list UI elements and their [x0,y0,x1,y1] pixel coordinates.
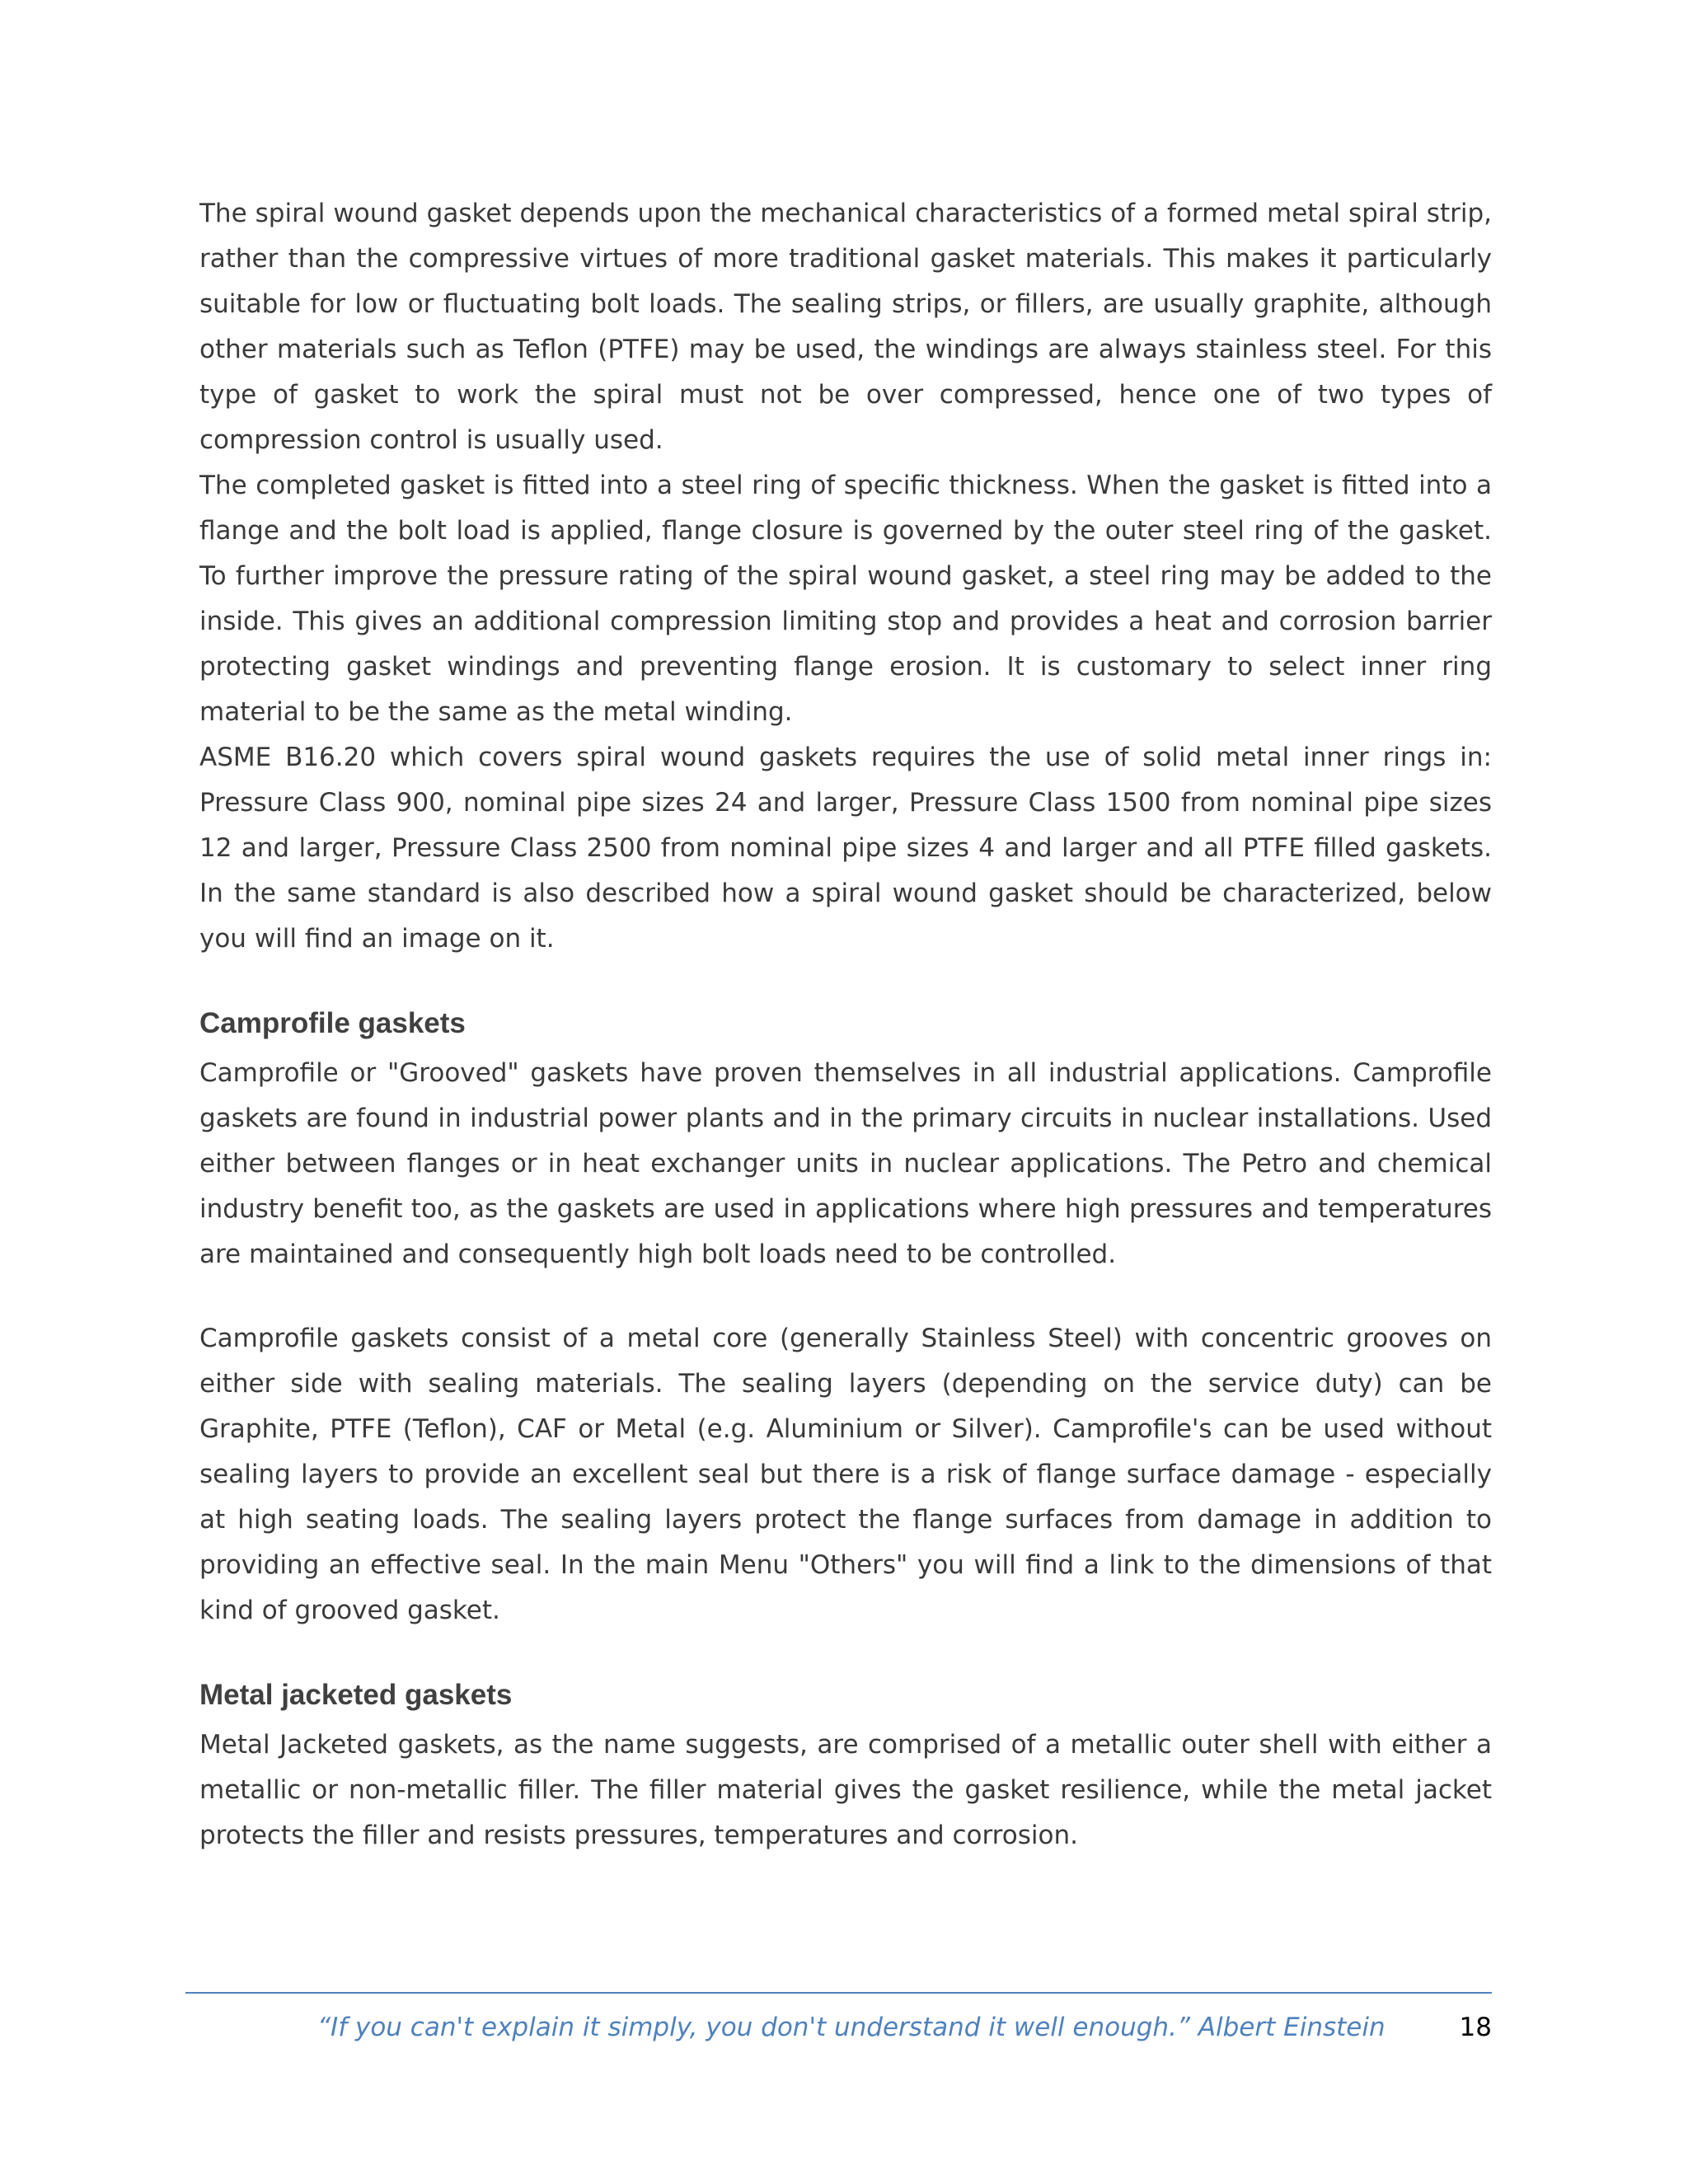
section-spacer [199,1633,1492,1675]
page-number: 18 [1459,2013,1492,2042]
footer-divider [185,1992,1492,1994]
body-paragraph: Camprofile or "Grooved" gaskets have proven themselves in all industrial applications. Camprofile gaskets are found in industrial power plants and in the primary circuits in nuclear installations. Used either between flanges or in heat exchanger units in nuclear applications. The Petro and chemical industry benefit too, as the gaskets are used in applications where high pressures and temperatures are maintained and consequently high bolt loads need to be controlled. [199,1058,1492,1269]
page-content [199,191,1492,1858]
body-paragraph: Metal Jacketed gaskets, as the name suggests, are comprised of a metallic outer shell with either a metallic or non-metallic filler. The filler material gives the gasket resilience, while the metal jacket protects the filler and resists pressures, temperatures and corrosion. [199,1730,1492,1850]
section-heading-camprofile: Camprofile gaskets [199,1007,466,1039]
section-heading-metal-jacketed: Metal jacketed gaskets [199,1679,513,1711]
body-paragraph: Camprofile gaskets consist of a metal core (generally Stainless Steel) with concentric grooves on either side with sealing materials. The sealing layers (depending on the service duty) can be Graphite, PTFE (Teflon), CAF or Metal (e.g. Aluminium or Silver). Camprofile's can be used without sealing layers to provide an excellent seal but there is a risk of flange surface damage - especially at high seating loads. The sealing layers protect the flange surfaces from damage in addition to providing an effective seal. In the main Menu "Others" you will find a link to the dimensions of that kind of grooved gasket. [199,1324,1492,1625]
heading-spacer [199,1715,1492,1722]
footer-quote: “If you can't explain it simply, you don't understand it well enough.” Albert Einstein [317,2013,1386,2042]
body-paragraph: The spiral wound gasket depends upon the mechanical characteristics of a formed metal spiral strip, rather than the compressive virtues of more traditional gasket materials. This makes it particularly suitable for low or fluctuating bolt loads. The sealing strips, or fillers, are usually graphite, although other materials such as Teflon (PTFE) may be used, the windings are always stainless steel. For this type of gasket to work the spiral must not be over compressed, hence one of two types of compression control is usually used. [199,199,1492,455]
paragraph-spacer [199,1277,1492,1316]
heading-spacer [199,1043,1492,1051]
body-paragraph: ASME B16.20 which covers spiral wound gaskets requires the use of solid metal inner rings in: Pressure Class 900, nominal pipe sizes 24 and larger, Pressure Class 1500 from nominal pipe sizes 12 and larger, Pressure Class 2500 from nominal pipe sizes 4 and larger and all PTFE filled gaskets. In the same standard is also described how a spiral wound gasket should be characterized, below you will find an image on it. [199,743,1492,954]
body-paragraph: The completed gasket is fitted into a steel ring of specific thickness. When the gasket is fitted into a flange and the bolt load is applied, flange closure is governed by the outer steel ring of the gasket. To further improve the pressure rating of the spiral wound gasket, a steel ring may be added to the inside. This gives an additional compression limiting stop and provides a heat and corrosion barrier protecting gasket windings and preventing flange erosion. It is customary to select inner ring material to be the same as the metal winding. [199,471,1492,727]
section-spacer [199,962,1492,1004]
